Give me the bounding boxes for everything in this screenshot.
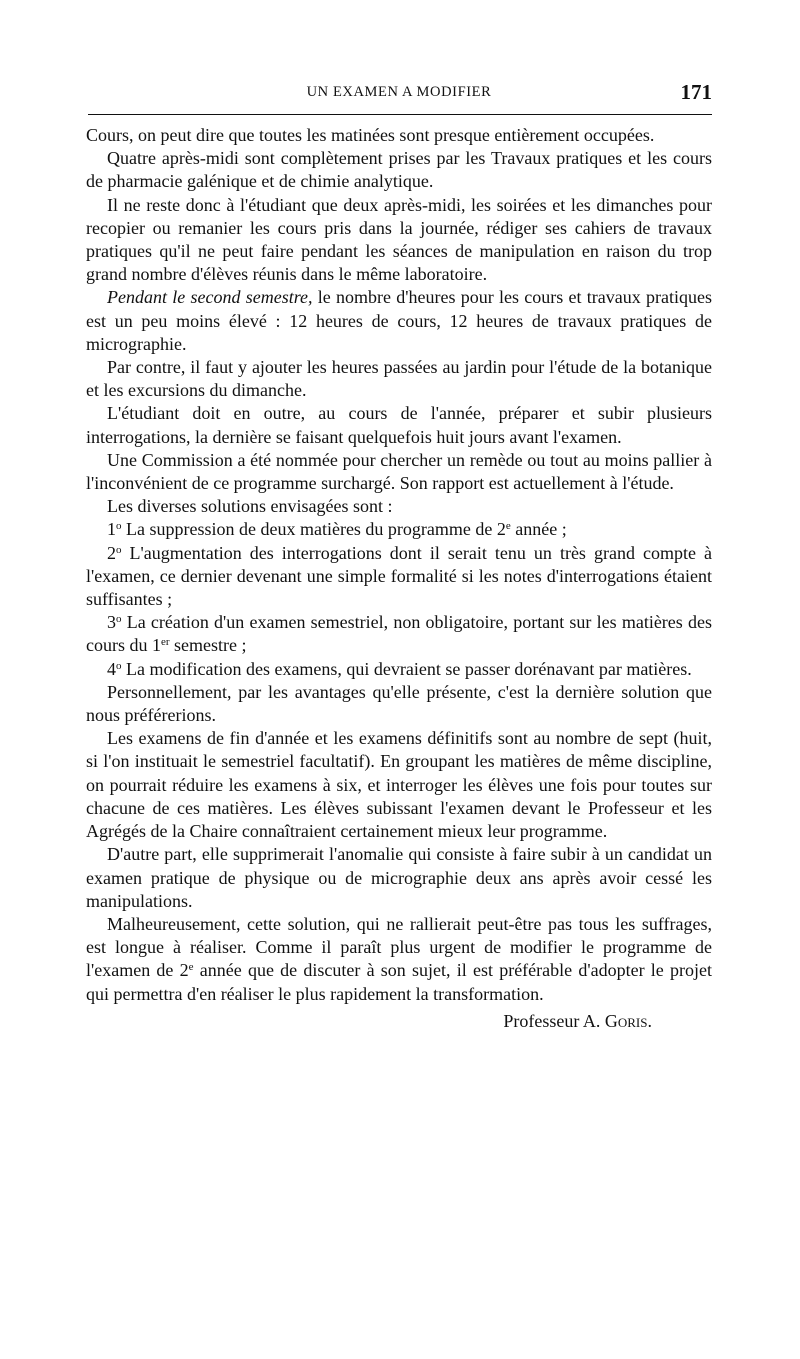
header-rule — [88, 114, 712, 115]
solution-item-3 — [86, 611, 712, 657]
solution-3-number: 3 — [107, 612, 116, 633]
paragraph-interrogations: L'étudiant doit en outre, au cours de l'année, préparer et subir plusieurs interrogations, la dernière se faisant quelquefois huit jours avant l'examen. — [86, 403, 712, 447]
paragraph-commission: Une Commission a été nommée pour chercher un remède ou tout au moins pallier à l'inconvénient de ce programme surchargé. Son rapport est actuellement à l'étude. — [86, 449, 712, 494]
solution-4-text: La modification des examens, qui devraient se passer dorénavant par matières. — [121, 658, 692, 679]
solution-item-4 — [86, 658, 712, 681]
solution-2-number: 2 — [107, 542, 116, 563]
book-page — [86, 72, 712, 1032]
paragraph-solutions-intro: Les diverses solutions envisagées sont : — [107, 496, 393, 517]
paragraph-continuation: Cours, on peut dire que toutes les matinées sont presque entièrement occupées. — [86, 125, 655, 145]
solution-1-end: année ; — [510, 519, 567, 540]
running-head — [86, 72, 712, 116]
paragraph-second-semester — [86, 286, 712, 356]
solution-4-number: 4 — [107, 658, 116, 679]
paragraph-preference: Personnellement, par les avantages qu'elle présente, c'est la dernière solution que nous préférerions. — [86, 681, 712, 726]
page-number: 171 — [680, 80, 712, 104]
degree-mark: o — [116, 520, 122, 533]
solution-1-text: La suppression de deux matières du programme de 2 — [121, 519, 506, 540]
paragraph-closing — [86, 913, 712, 1006]
article-body — [86, 124, 712, 1006]
paragraph-afternoons: Quatre après-midi sont complètement prises par les Travaux pratiques et les cours de pharmacie galénique et de chimie analytique. — [86, 148, 712, 192]
paragraph-exams-count: Les examens de fin d'année et les examens définitifs sont au nombre de sept (huit, si l'on instituait le semestriel facultatif). En groupant les matières de même discipline, on pourrait réduire les examens à six, et interroger les élèves une fois pour toutes sur chacune de ces matières. Les élèves subissant l'examen devant le Professeur et les Agrégés de la Chaire connaîtraient certainement mieux leur programme. — [86, 728, 712, 842]
degree-mark: o — [116, 659, 122, 672]
degree-mark: o — [116, 613, 122, 626]
ordinal-suffix: er — [161, 636, 170, 649]
solution-1-number: 1 — [107, 519, 116, 540]
paragraph-anomaly: D'autre part, elle supprimerait l'anomalie qui consiste à faire subir à un candidat un examen pratique de physique ou de micrographie deux ans après avoir cessé les manipulations. — [86, 844, 712, 911]
closing-text: Malheureusement, cette solution, qui ne rallierait peut-être pas tous les suffrages, est longue à réaliser. Comme il paraît plus urgent de modifier le programme de l'examen de 2 — [86, 913, 712, 981]
solution-3-text: La création d'un examen semestriel, non obligatoire, portant sur les matières des cours du 1 — [86, 612, 712, 656]
closing-text-end: année que de discuter à son sujet, il est préférable d'adopter le projet qui permettra d'en réaliser le plus rapidement la transformation. — [86, 960, 713, 1004]
paragraph-botany: Par contre, il faut y ajouter les heures passées au jardin pour l'étude de la botanique et les excursions du dimanche. — [86, 357, 712, 401]
paragraph-remaining-time: Il ne reste donc à l'étudiant que deux après-midi, les soirées et les dimanches pour recopier ou remanier les cours pris dans la journée, rédiger ses cahiers de travaux pratiques qu'il ne peut faire pendant les séances de manipulation en raison du trop grand nombre d'élèves réunis dans le même laboratoire. — [86, 194, 712, 285]
solution-item-2 — [86, 542, 712, 612]
solution-3-end: semestre ; — [169, 635, 247, 656]
signature — [86, 1011, 712, 1032]
degree-mark: o — [116, 543, 122, 556]
solution-item-1 — [86, 518, 712, 541]
author-name: Goris. — [604, 1010, 652, 1031]
ordinal-suffix: e — [505, 520, 511, 533]
signature-prefix: Professeur A. — [503, 1010, 605, 1031]
italic-lead: Pendant le second semestre, — [107, 287, 313, 308]
running-title: UN EXAMEN A MODIFIER — [306, 84, 492, 100]
ordinal-suffix: e — [188, 961, 194, 974]
solution-2-text: L'augmentation des interrogations dont il serait tenu un très grand compte à l'examen, ce dernier devenant une simple formalité si les notes d'interrogations étaient suffisantes ; — [86, 542, 712, 610]
second-semester-text: le nombre d'heures pour les cours et travaux pratiques est un peu moins élevé : 12 heures de cours, 12 heures de travaux pratiques de micrographie. — [86, 287, 712, 354]
